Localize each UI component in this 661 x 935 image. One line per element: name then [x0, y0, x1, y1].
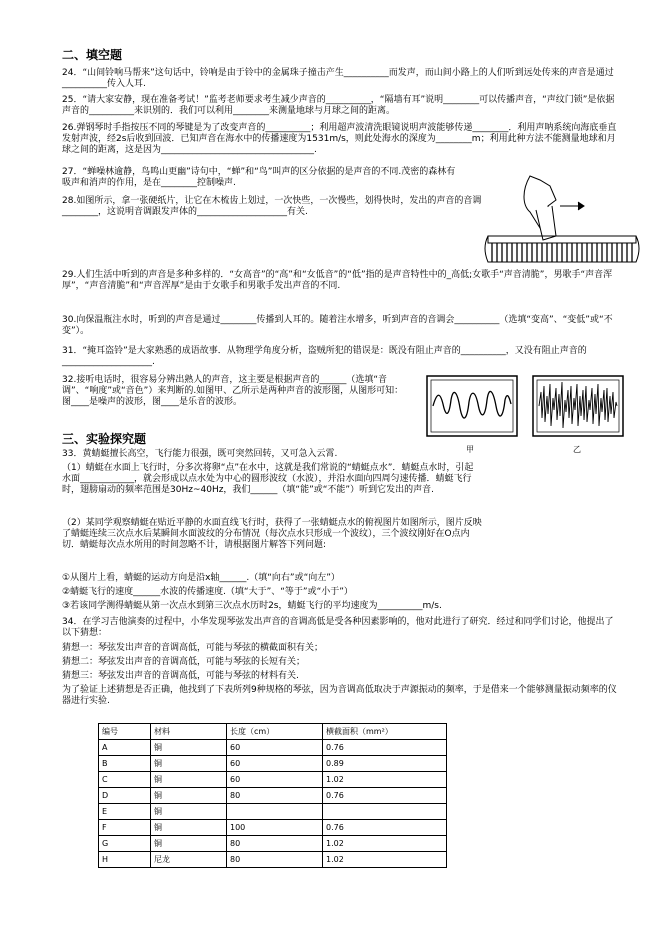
table-row	[99, 788, 447, 804]
question-30: 30.向保温瓶注水时，听到的声音是通过________传播到人耳的。随着注水增多，听到声音的音调会__________（选填“变高”、“变低”或“不变”）。	[62, 315, 613, 336]
table-cell: 铜	[151, 804, 227, 820]
question-32: 32.接听电话时，很容易分辨出熟人的声音，这主要是根据声音的______（选填“音调”、“响度”或“音色”）来判断的.如图甲、乙所示是两种声音的波形图，从图形可知：图____是噪声的波形，图____是乐音的波形。	[62, 375, 404, 407]
table-header-row	[99, 724, 447, 740]
question-33-a: ①从图片上看，蜻蜓的运动方向是沿x轴______.（填“向右”或“向左”）	[62, 573, 340, 583]
table-cell: 铜	[151, 772, 227, 788]
table-cell: B	[99, 756, 151, 772]
question-26: 26.弹钢琴时手指按压不同的琴键是为了改变声音的__________；利用超声波清洗眼镜说明声波能够传递________．利用声呐系统向海底垂直发射声波，经2s后收到回波．已知声音在海水中的传播速度为1531m/s，则此处海水的深度为________m；利用此种方法不能测量地球和月球之间的距离，这是因为__________________________________.	[62, 123, 617, 155]
table-row	[99, 804, 447, 820]
table-cell: 1.02	[323, 852, 447, 868]
table-cell: 铜	[151, 836, 227, 852]
table-cell: 铜	[151, 756, 227, 772]
table-cell: 铜	[151, 820, 227, 836]
question-28: 28.如图所示，拿一张硬纸片，让它在木梳齿上划过，一次快些，一次慢些，划得快时，发出的声音的音调________，这说明音调跟发声体的____________________有关.	[62, 196, 482, 217]
question-34-guess1: 猜想一：琴弦发出声音的音调高低，可能与琴弦的横截面积有关；	[62, 643, 324, 653]
table-cell: 1.02	[323, 836, 447, 852]
table-cell: 铜	[151, 740, 227, 756]
table-cell: 1.02	[323, 772, 447, 788]
table-cell: 60	[227, 740, 323, 756]
question-34-outro: 为了验证上述猜想是否正确，他找到了下表所列9种规格的琴弦，因为音调高低取决于声源振动的频率，于是借来一个能够测量振动频率的仪器进行实验.	[62, 685, 617, 706]
question-34-guess2: 猜想二：琴弦发出声音的音调高低，可能与琴弦的长短有关；	[62, 657, 306, 667]
question-33-part1: （1）蜻蜓在水面上飞行时，分多次将卵“点”在水中，这就是我们常说的“蜻蜓点水”．蜻蜓点水时，引起水面____________，就会形成以点水处为中心的圆形波纹（水波），并沿水面向四周匀速传播．蜻蜓飞行时，翅膀扇动的频率范围是30Hz~40Hz，我们______（填“能”或“不能”）听到它发出的声音.	[62, 463, 474, 495]
table-row	[99, 820, 447, 836]
question-31: 31．“掩耳盗铃”是大家熟悉的成语故事．从物理学角度分析，盗贼所犯的错误是：既没有阻止声音的__________，又没有阻止声音的____________________.	[62, 346, 587, 367]
string-spec-table	[98, 723, 447, 868]
table-cell: C	[99, 772, 151, 788]
table-cell: 80	[227, 788, 323, 804]
table-header-cell: 材料	[151, 724, 227, 740]
table-cell: 0.76	[323, 820, 447, 836]
table-header-cell: 编号	[99, 724, 151, 740]
question-33-c: ③若该同学测得蜻蜓从第一次点水到第三次点水历时2s，蜻蜓飞行的平均速度为__________m/s.	[62, 601, 442, 611]
table-cell: 80	[227, 852, 323, 868]
question-25: 25．“请大家安静，现在准备考试！”监考老师要求考生减少声音的__________，“隔墙有耳”说明________可以传播声音，“声纹门锁”是依据声音的__________来识别的．我们可以利用________来测量地球与月球之间的距离。	[62, 95, 615, 116]
table-cell	[323, 804, 447, 820]
question-33-intro: 33．黄蜻蜓擅长高空，飞行能力很强，既可突然回转，又可急入云霄.	[62, 449, 338, 459]
question-27: 27．“蝉噪林逾静，鸟鸣山更幽”诗句中，“蝉”和“鸟”叫声的区分依据的是声音的不同.茂密的森林有吸声和消声的作用，是在________控制噪声.	[62, 167, 456, 188]
question-33-part2: （2）某同学观察蜻蜓在贴近平静的水面直线飞行时，获得了一张蜻蜓点水的俯视图片如图所示，图片反映了蜻蜓连续三次点水后某瞬间水面波纹的分布情况（每次点水只形成一个波纹），三个波纹刚好在O点内切．蜻蜓每次点水所用的时间忽略不计，请根据图片解答下列问题:	[62, 518, 482, 550]
table-cell: 尼龙	[151, 852, 227, 868]
table-cell: 60	[227, 756, 323, 772]
table-cell: 0.89	[323, 756, 447, 772]
table-cell: 0.76	[323, 788, 447, 804]
table-cell: 80	[227, 836, 323, 852]
table-cell: E	[99, 804, 151, 820]
figure-label-yi: 乙	[573, 445, 581, 454]
table-header-cell: 长度（cm）	[227, 724, 323, 740]
table-cell: D	[99, 788, 151, 804]
table-cell: A	[99, 740, 151, 756]
table-cell	[227, 804, 323, 820]
section-title-fill-blank: 二、填空题	[62, 48, 123, 62]
table-cell: 0.76	[323, 740, 447, 756]
question-29: 29.人们生活中听到的声音是多种多样的．“女高音”的“高”和“女低音”的“低”指的是声音特性中的_高低;女歌手“声音清脆”，男歌手“声音浑厚”，“声音清脆”和“声音浑厚”是由于女歌手和男歌手发出声音的不同.	[62, 270, 613, 291]
table-cell: 60	[227, 772, 323, 788]
table-row	[99, 740, 447, 756]
table-row	[99, 772, 447, 788]
table-cell: G	[99, 836, 151, 852]
table-cell: H	[99, 852, 151, 868]
table-row	[99, 852, 447, 868]
table-cell: F	[99, 820, 151, 836]
table-header-cell: 横截面积（mm²）	[323, 724, 447, 740]
table-cell: 铜	[151, 788, 227, 804]
figure-label-jia: 甲	[466, 445, 474, 454]
question-24: 24．“山间铃响马帮来”这句话中，铃响是由于铃中的金属珠子撞击产生__________而发声，而山间小路上的人们听到远处传来的声音是通过__________传入人耳.	[62, 68, 614, 89]
question-33-b: ②蜻蜓飞行的速度______水波的传播速度.（填“大于”、“等于”或“小于”）	[62, 587, 353, 597]
question-34-intro: 34．在学习吉他演奏的过程中，小华发现琴弦发出声音的音调高低是受各种因素影响的，他对此进行了研究．经过和同学们讨论，他提出了以下猜想：	[62, 617, 614, 638]
question-34-guess3: 猜想三：琴弦发出声音的音调高低，可能与琴弦的材料有关.	[62, 671, 299, 681]
table-row	[99, 836, 447, 852]
table-row	[99, 756, 447, 772]
section-title-experiment: 三、实验探究题	[62, 432, 147, 446]
table-cell: 100	[227, 820, 323, 836]
